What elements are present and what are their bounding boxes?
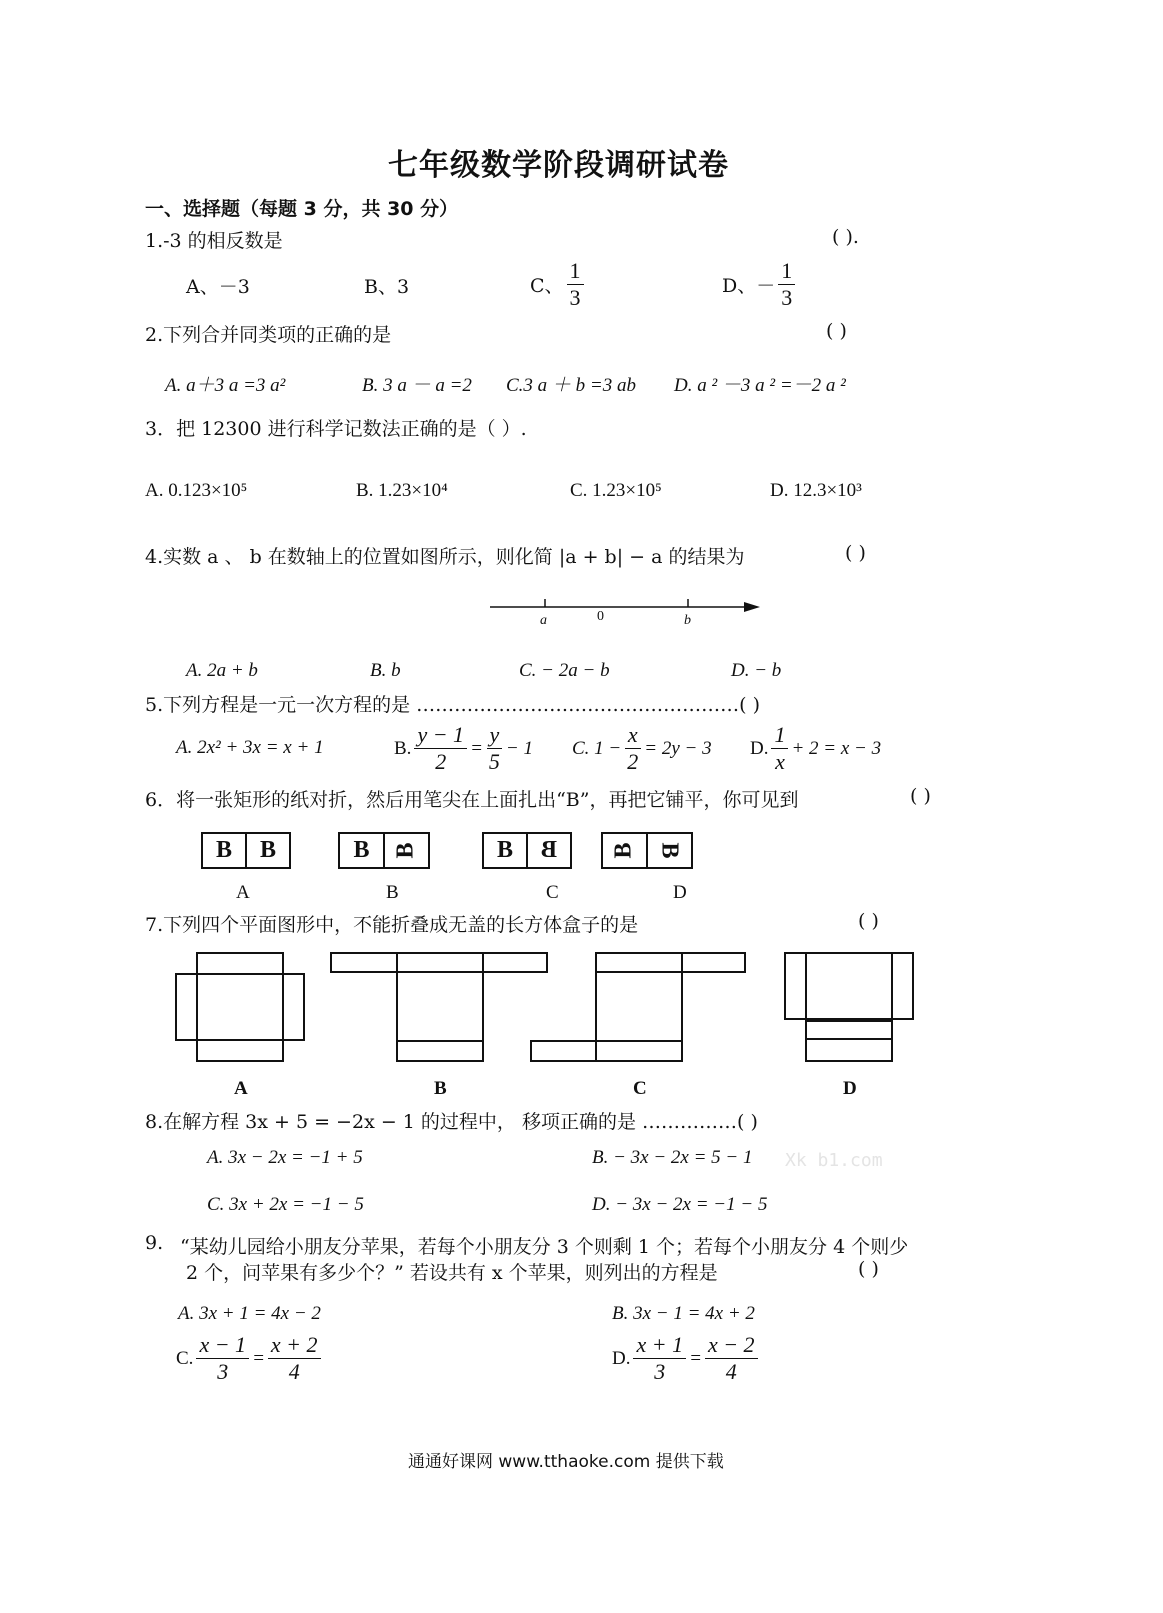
q8-option-d: D. − 3x − 2x = −1 − 5 [592, 1194, 768, 1215]
q1-option-c-fraction [567, 258, 584, 311]
q9-option-c-fraction-1 [196, 1332, 249, 1385]
fraction-numerator: x [625, 722, 641, 749]
fraction-numerator: y − 1 [414, 722, 467, 749]
q1-option-d-label: D、－ [722, 275, 776, 297]
net-face [175, 973, 305, 1041]
figure-cell [526, 834, 570, 867]
number-line-label-0: 0 [597, 609, 604, 624]
arrow-icon [744, 602, 760, 612]
q7-label-a: A [234, 1078, 248, 1099]
q7-label-c: C [633, 1078, 647, 1099]
q2-answer-paren: ( ) [826, 320, 847, 342]
fraction-numerator: 1 [567, 258, 584, 285]
q9-stem-line1: “某幼儿园给小朋友分苹果，若每个小朋友分 3 个则剩 1 个；若每个小朋友分 4 个则少 [180, 1236, 909, 1258]
q4-option-d: D. − b [731, 660, 782, 681]
net-face [805, 1020, 893, 1040]
q5-option-d-label: D. [750, 737, 769, 759]
q8-option-c: C. 3x + 2x = −1 − 5 [207, 1194, 364, 1215]
q1-option-b: B、3 [364, 276, 410, 298]
q9-stem-line2: 2 个，问苹果有多少个？” 若设共有 x 个苹果，则列出的方程是 [186, 1262, 718, 1284]
q5-option-b-fraction-2 [486, 722, 503, 775]
q9-option-c [176, 1332, 324, 1385]
q5-option-b-label: B. [394, 737, 412, 759]
q4-option-a: A. 2a + b [186, 660, 258, 681]
number-line-label-b: b [684, 613, 691, 628]
q4-answer-paren: ( ) [845, 542, 866, 564]
q6-figure-b [338, 832, 430, 869]
q9-number: 9. [145, 1232, 164, 1254]
figure-cell: B [215, 837, 232, 863]
q5-option-c-tail: = 2y − 3 [644, 737, 712, 759]
q9-option-c-label: C. [176, 1347, 194, 1369]
q8-stem: 8.在解方程 3x + 5 = −2x − 1 的过程中， 移项正确的是 ……………( ) [145, 1111, 758, 1133]
equals-sign: = [470, 737, 483, 759]
q6-stem: 6．将一张矩形的纸对折，然后用笔尖在上面扎出“B”，再把它铺平，你可见到 [145, 789, 799, 811]
mirrored-letter: B [540, 837, 557, 863]
q7-answer-paren: ( ) [858, 910, 879, 932]
number-line-label-a: a [540, 613, 547, 628]
figure-cell: B [353, 837, 370, 863]
q7-stem: 7.下列四个平面图形中，不能折叠成无盖的长方体盒子的是 [145, 914, 639, 936]
q5-option-b-tail: − 1 [505, 737, 533, 759]
q5-option-b-fraction-1 [414, 722, 467, 775]
q5-option-c-label: C. 1 − [572, 737, 622, 759]
footer-credit: 通通好课网 www.tthaoke.com 提供下载 [408, 1452, 724, 1472]
fraction-denominator: 4 [725, 1359, 737, 1384]
q8-option-a: A. 3x − 2x = −1 + 5 [207, 1147, 363, 1168]
q2-option-a: A. a＋3 a =3 a² [165, 375, 286, 396]
q9-option-d-fraction-1 [633, 1332, 686, 1385]
q4-stem: 4.实数 a 、 b 在数轴上的位置如图所示，则化简 |a + b| − a 的结果为 [145, 546, 745, 568]
q9-option-d-label: D. [612, 1347, 631, 1369]
q1-option-d [722, 258, 798, 311]
rotated-letter: B [392, 842, 419, 859]
q9-option-b: B. 3x − 1 = 4x + 2 [612, 1303, 755, 1324]
equals-sign: = [689, 1347, 702, 1369]
fraction-numerator: x + 2 [268, 1332, 321, 1359]
fraction-numerator: x + 1 [633, 1332, 686, 1359]
q5-option-c [572, 722, 712, 775]
q3-option-d: D. 12.3×10³ [770, 480, 862, 501]
rotated-letter: B [610, 842, 637, 859]
fraction-denominator: 3 [569, 285, 581, 310]
q6-answer-paren: ( ) [910, 785, 931, 807]
fraction-numerator: y [487, 722, 503, 749]
q1-option-a: A、－3 [186, 276, 250, 298]
q1-stem: 1.-3 的相反数是 [145, 230, 283, 252]
q7-label-b: B [434, 1078, 447, 1099]
q5-stem: 5.下列方程是一元一次方程的是 ……………………………………………( ) [145, 694, 761, 716]
q4-option-c: C. − 2a − b [519, 660, 610, 681]
net-face [396, 1040, 484, 1062]
q4-option-b: B. b [370, 660, 401, 681]
q7-label-d: D [843, 1078, 857, 1099]
net-face [805, 952, 893, 1062]
q9-option-d-fraction-2 [705, 1332, 758, 1385]
net-face [530, 1040, 683, 1062]
fraction-denominator: 2 [435, 749, 447, 774]
fraction-denominator: 3 [781, 285, 793, 310]
q5-option-a: A. 2x² + 3x = x + 1 [176, 737, 324, 758]
q6-figure-a [201, 832, 291, 869]
q3-option-b: B. 1.23×10⁴ [356, 480, 448, 501]
q6-label-c: C [546, 882, 559, 903]
q2-stem: 2.下列合并同类项的正确的是 [145, 324, 392, 346]
fraction-numerator: 1 [778, 258, 795, 285]
q6-label-a: A [236, 882, 250, 903]
q9-option-a: A. 3x + 1 = 4x − 2 [178, 1303, 321, 1324]
q2-option-c: C.3 a ＋ b =3 ab [506, 375, 636, 396]
rotated-letter: B [656, 842, 683, 859]
q2-option-b: B. 3 a － a =2 [362, 375, 472, 396]
q3-option-a: A. 0.123×10⁵ [145, 480, 248, 501]
q5-option-d [750, 722, 881, 775]
fraction-numerator: 1 [771, 722, 788, 749]
q3-option-c: C. 1.23×10⁵ [570, 480, 662, 501]
equals-sign: = [252, 1347, 265, 1369]
q6-label-d: D [673, 882, 687, 903]
fraction-denominator: x [775, 749, 785, 774]
q2-option-d: D. a ² －3 a ² =－2 a ² [674, 375, 846, 396]
q6-figure-d [601, 832, 693, 869]
q5-option-d-tail: + 2 = x − 3 [791, 737, 882, 759]
q9-answer-paren: ( ) [858, 1258, 879, 1280]
q1-option-d-fraction [778, 258, 795, 311]
q1-option-c-label: C、 [530, 275, 564, 297]
q5-option-c-fraction [624, 722, 641, 775]
figure-cell: B [245, 834, 289, 867]
q9-option-c-fraction-2 [268, 1332, 321, 1385]
q5-option-d-fraction [771, 722, 788, 775]
page-title: 七年级数学阶段调研试卷 [388, 148, 729, 183]
figure-cell: B [496, 837, 513, 863]
number-line [488, 595, 768, 635]
fraction-denominator: 4 [288, 1359, 300, 1384]
figure-cell [646, 834, 691, 867]
q6-figure-c [482, 832, 572, 869]
figure-cell [383, 834, 428, 867]
fraction-numerator: x − 2 [705, 1332, 758, 1359]
section-heading: 一、选择题（每题 3 分，共 30 分） [145, 198, 459, 220]
fraction-denominator: 5 [488, 749, 500, 774]
watermark: Xk b1.com [785, 1150, 883, 1171]
fraction-denominator: 3 [654, 1359, 666, 1384]
q6-label-b: B [386, 882, 399, 903]
fraction-numerator: x − 1 [196, 1332, 249, 1359]
q1-option-c [530, 258, 587, 311]
q9-option-d [612, 1332, 761, 1385]
figure-cell [603, 834, 646, 867]
q5-option-b [394, 722, 533, 775]
q3-stem: 3．把 12300 进行科学记数法正确的是（ ）. [145, 418, 527, 440]
fraction-denominator: 2 [627, 749, 639, 774]
fraction-denominator: 3 [217, 1359, 229, 1384]
q8-option-b: B. − 3x − 2x = 5 − 1 [592, 1147, 753, 1168]
q1-answer-paren: ( ). [832, 226, 859, 248]
